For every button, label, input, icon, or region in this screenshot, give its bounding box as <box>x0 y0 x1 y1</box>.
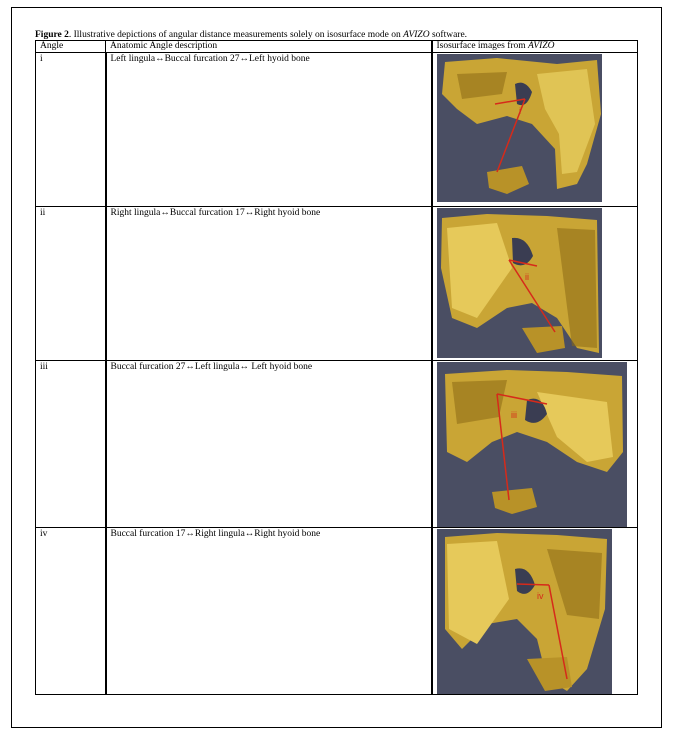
table-row <box>36 361 638 528</box>
description-cell: Left lingula↔Buccal furcation 27↔Left hyoid bone <box>106 53 432 207</box>
description-cell: Right lingula↔Buccal furcation 17↔Right hyoid bone <box>106 207 432 361</box>
image-cell <box>432 207 638 361</box>
caption-text: . Illustrative depictions of angular distance measurements solely on isosurface mode on <box>68 30 404 40</box>
table-row <box>36 53 638 207</box>
figure-caption <box>35 30 467 40</box>
isosurface-image <box>437 362 627 527</box>
angle-marker-label: iv <box>536 591 543 601</box>
angle-marker-label: ii <box>524 272 529 282</box>
angle-cell: iii <box>36 361 106 528</box>
header-description: Anatomic Angle description <box>106 41 432 53</box>
isosurface-image <box>437 208 602 358</box>
angle-marker-label: iii <box>510 410 517 420</box>
caption-software: AVIZO <box>403 30 430 40</box>
header-images <box>432 41 638 53</box>
angle-cell: ii <box>36 207 106 361</box>
figure-table <box>35 40 638 695</box>
image-cell <box>432 53 638 207</box>
image-cell <box>432 361 638 528</box>
header-images-software: AVIZO <box>528 41 555 51</box>
angle-cell: iv <box>36 528 106 695</box>
header-angle: Angle <box>36 41 106 53</box>
header-images-prefix: Isosurface images from <box>436 41 529 51</box>
table-row <box>36 207 638 361</box>
angle-marker-label: i <box>518 106 521 116</box>
image-cell <box>432 528 638 695</box>
caption-text-end: software. <box>429 30 468 40</box>
angle-cell: i <box>36 53 106 207</box>
isosurface-image <box>437 529 612 694</box>
table-header-row <box>36 41 638 53</box>
figure-label: Figure 2 <box>35 30 69 40</box>
isosurface-image <box>437 54 602 202</box>
table-row <box>36 528 638 695</box>
description-cell: Buccal furcation 17↔Right lingula↔Right hyoid bone <box>106 528 432 695</box>
description-cell: Buccal furcation 27↔Left lingula↔ Left hyoid bone <box>106 361 432 528</box>
